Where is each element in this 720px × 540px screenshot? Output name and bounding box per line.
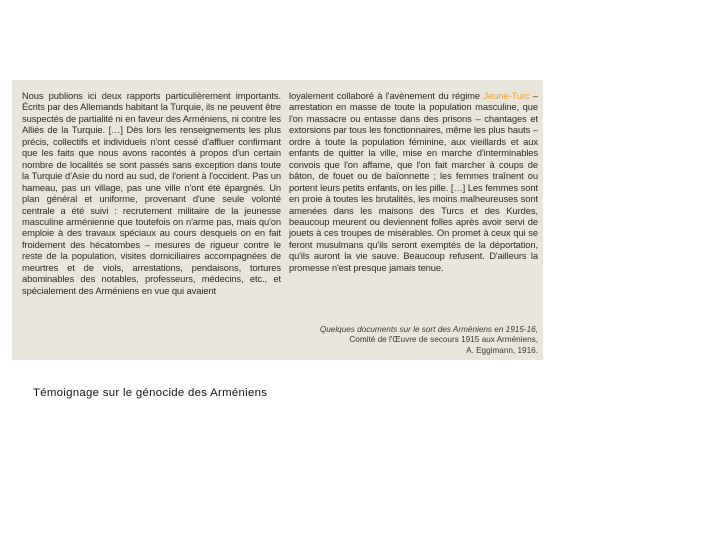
source-title: Quelques documents sur le sort des Arméniens en 1915-16, (319, 325, 538, 334)
scanned-text-image (12, 80, 543, 360)
right-column-text-rest: – arrestation en masse de toute la population masculine, que l'on massacre ou entasse dans des prisons – chantages et extorsions par tous les fonctionnaires, même les plus hauts – ordre à toute la population féminine, aux vieillards et aux enfants de quitter la ville, mise en marche d'interminables convois que l'on affame, que l'on fait marcher à coups de bâton, de fouet ou de baïonnette ; les femmes traînent ou portent leurs petits enfants, on les pille. […] Les femmes sont en proie à toutes les brutalités, les moins malheureuses sont amenées dans les maisons des Turcs et des Kurdes, beaucoup meurent ou deviennent folles après avoir servi de jouets à ces troupes de misérables. On promet à ceux qui se feront musulmans qu'ils seront exemptés de la déportation, qu'ils auront la vie sauve. Beaucoup refusent. D'ailleurs la promesse n'est presque jamais tenue. (289, 90, 538, 273)
slide-caption: Témoignage sur le génocide des Arméniens (33, 387, 268, 399)
source-author: A. Eggimann, 1916. (466, 345, 538, 355)
right-text-column (289, 90, 538, 273)
source-citation (289, 325, 538, 356)
left-text-column (22, 90, 281, 296)
source-publisher: Comité de l'Œuvre de secours 1915 aux Arméniens, (349, 335, 538, 345)
right-column-paragraph (289, 90, 538, 273)
jeune-turc-highlight: Jeune-Turc (483, 90, 530, 101)
left-column-paragraph: Nous publions ici deux rapports particulièrement importants. Écrits par des Allemands habitant la Turquie, ils ne peuvent être suspectés de partialité ni en faveur des Arméniens, ni contre les Alliés de la Turquie. […] Dès lors les renseignements les plus précis, collectifs et individuels n'ont cessé d'affluer confirmant que les faits que nous avons racontés à propos d'un certain nombre de localités se sont passés sans exception dans toute la Turquie d'Asie du nord au sud, de l'orient à l'occident. Pas un hameau, pas un village, pas une ville n'ont été épargnés. Un plan général et uniforme, provenant d'une seule volonté centrale a été suivi : recrutement militaire de la jeunesse masculine arménienne que toutefois on n'arme pas, mais qu'on emploie à des travaux spéciaux au cours desquels on en fait froidement des hécatombes – mesures de rigueur contre le reste de la population, visites domiciliaires accompagnées de meurtres et de viols, arrestations, pendaisons, tortures abominables des notables, professeurs, médecins, etc., et spécialement des Arméniens en vue qui avaient (22, 90, 281, 296)
right-column-text-start: loyalement collaboré à l'avènement du régime (289, 90, 484, 101)
